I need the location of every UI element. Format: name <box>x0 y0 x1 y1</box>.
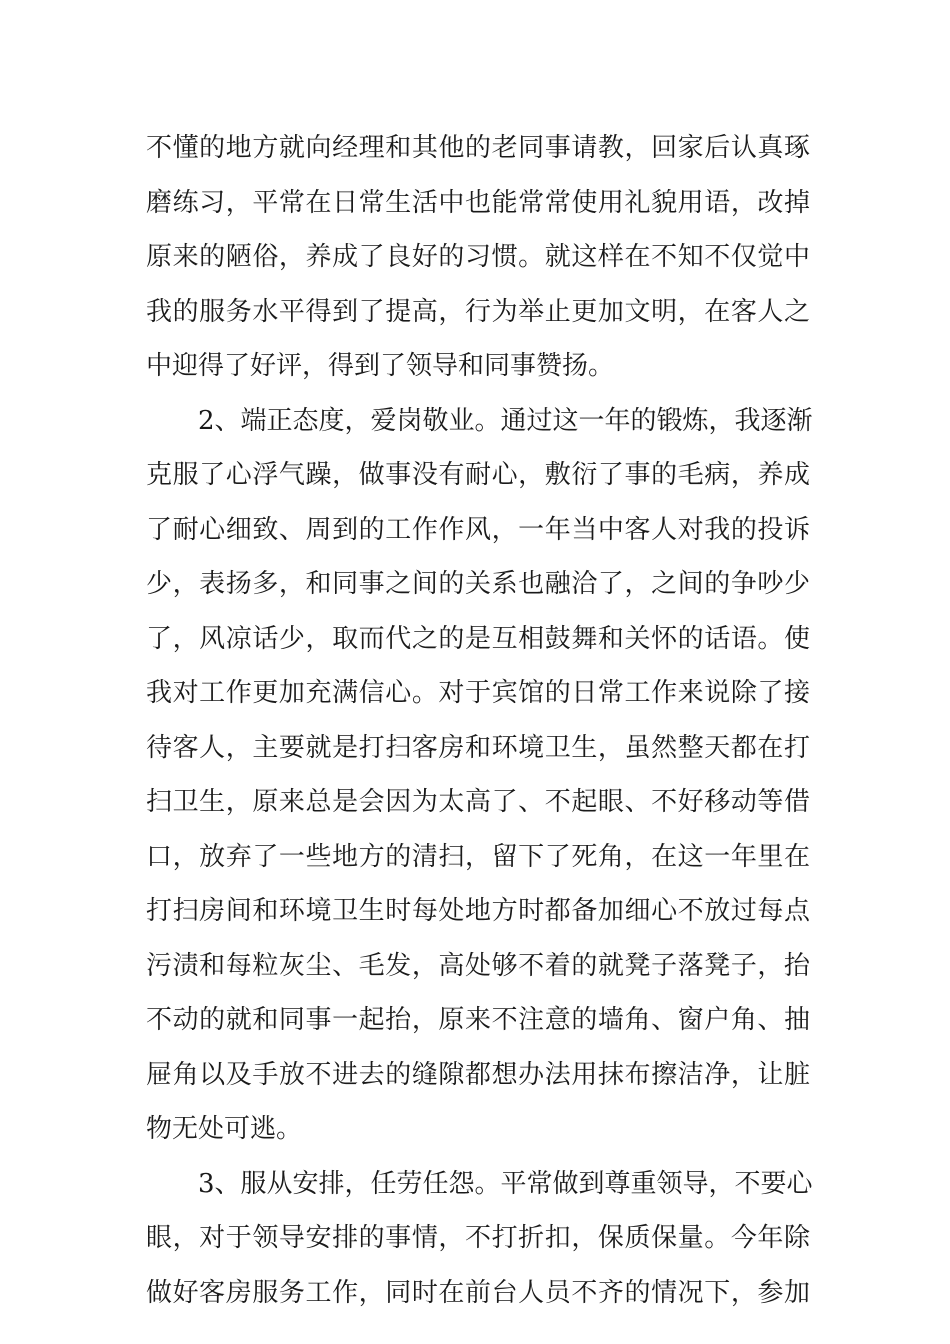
text-line: 不懂的地方就向经理和其他的老同事请教，回家后认真琢 <box>146 133 810 163</box>
document-body <box>146 121 813 1320</box>
text-line: 不动的就和同事一起抬，原来不注意的墙角、窗户角、抽 <box>146 1005 810 1035</box>
text-line: 做好客房服务工作，同时在前台人员不齐的情况下，参加 <box>146 1277 810 1308</box>
text-line: 眼，对于领导安排的事情，不打折扣，保质保量。今年除 <box>146 1223 810 1253</box>
text-line: 磨练习，平常在日常生活中也能常常使用礼貌用语，改掉 <box>146 187 810 218</box>
text-line: 了耐心细致、周到的工作作风，一年当中客人对我的投诉 <box>146 514 810 545</box>
paragraph-2-first-line: 2、端正态度，爱岗敬业。通过这一年的锻炼，我逐渐 <box>198 405 813 436</box>
text-line: 屉角以及手放不进去的缝隙都想办法用抹布擦洁净，让脏 <box>146 1059 810 1090</box>
text-line: 原来的陋俗，养成了良好的习惯。就这样在不知不仅觉中 <box>146 242 810 272</box>
text-line: 污渍和每粒灰尘、毛发，高处够不着的就凳子落凳子，抬 <box>146 950 810 981</box>
text-line: 口，放弃了一些地方的清扫，留下了死角，在这一年里在 <box>146 841 810 872</box>
text-line: 克服了心浮气躁，做事没有耐心，敷衍了事的毛病，养成 <box>146 460 810 490</box>
text-line: 物无处可逃。 <box>146 1114 303 1144</box>
text-line: 我对工作更加充满信心。对于宾馆的日常工作来说除了接 <box>146 678 810 708</box>
text-line: 待客人，主要就是打扫客房和环境卫生，虽然整天都在打 <box>146 732 810 763</box>
text-line: 我的服务水平得到了提高，行为举止更加文明，在客人之 <box>146 296 810 327</box>
text-line: 少，表扬多，和同事之间的关系也融洽了，之间的争吵少 <box>146 569 810 599</box>
text-line: 了，风凉话少，取而代之的是互相鼓舞和关怀的话语。使 <box>146 623 810 654</box>
text-line: 中迎得了好评，得到了领导和同事赞扬。 <box>146 351 615 381</box>
paragraph-3-first-line: 3、服从安排，任劳任怨。平常做到尊重领导，不要心 <box>198 1168 813 1199</box>
text-line: 打扫房间和环境卫生时每处地方时都备加细心不放过每点 <box>146 896 810 926</box>
text-line: 扫卫生，原来总是会因为太高了、不起眼、不好移动等借 <box>146 787 810 817</box>
